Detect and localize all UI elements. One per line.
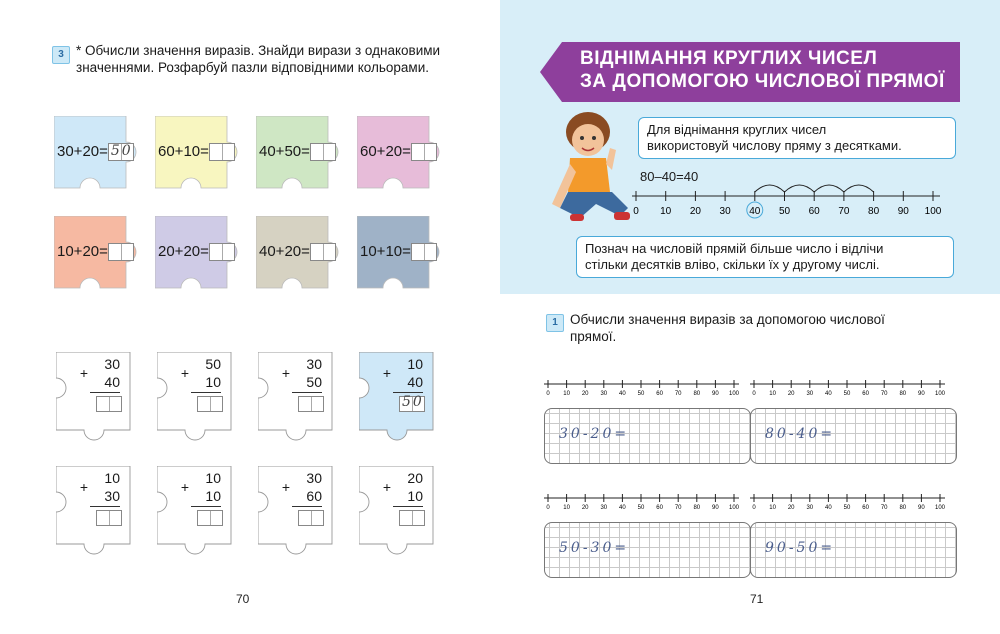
answer-box[interactable] xyxy=(411,143,437,161)
task-number-badge: 1 xyxy=(546,314,564,332)
column-puzzle-piece[interactable] xyxy=(157,466,231,548)
sum-line xyxy=(292,506,322,507)
answer-box[interactable] xyxy=(298,396,324,412)
right-page xyxy=(500,0,1000,634)
bubble-line: використовуй числову пряму з десятками. xyxy=(647,138,902,153)
expression-text: 30+20= xyxy=(57,143,108,160)
puzzle-piece[interactable] xyxy=(54,216,126,288)
answer-grid[interactable] xyxy=(544,522,751,578)
top-addend: 50 xyxy=(205,356,221,372)
tick-label: 80 xyxy=(868,206,880,217)
plus-sign: + xyxy=(79,365,88,381)
tick-label: 30 xyxy=(806,505,814,511)
sum-line xyxy=(292,392,322,393)
answer-box[interactable] xyxy=(298,510,324,526)
small-number-line xyxy=(542,490,742,512)
answer-box[interactable] xyxy=(197,396,223,412)
tick-label: 0 xyxy=(752,505,756,511)
instruction-line: прямої. xyxy=(570,329,617,344)
puzzle-expression xyxy=(259,143,336,161)
top-addend: 10 xyxy=(407,356,423,372)
top-addend: 20 xyxy=(407,470,423,486)
expression-text: 10+20= xyxy=(57,243,108,260)
expression-text: 20+20= xyxy=(158,243,209,260)
tick-label: 90 xyxy=(712,505,719,511)
tick-label: 0 xyxy=(546,391,550,397)
title-line: ВІДНІМАННЯ КРУГЛИХ ЧИСЕЛ xyxy=(580,48,878,69)
tick-label: 50 xyxy=(843,391,851,397)
column-puzzle-piece[interactable] xyxy=(359,466,433,548)
jump-arc xyxy=(755,185,785,192)
tick-label: 20 xyxy=(787,505,795,511)
answer-box[interactable] xyxy=(411,243,437,261)
plus-sign: + xyxy=(180,365,189,381)
tick-label: 20 xyxy=(689,206,701,217)
column-puzzle-piece[interactable] xyxy=(258,352,332,434)
instruction-line: Обчисли значення виразів за допомогою числової xyxy=(570,312,885,327)
bottom-addend: 30 xyxy=(104,488,120,504)
sum-line xyxy=(90,506,120,507)
handwritten-answer: 50 xyxy=(402,394,424,410)
answer-box[interactable] xyxy=(197,510,223,526)
answer-box[interactable] xyxy=(108,143,134,161)
puzzle-expression xyxy=(158,143,235,161)
small-number-line xyxy=(542,376,742,398)
bottom-addend: 60 xyxy=(306,488,322,504)
expression-text: 60+20= xyxy=(360,143,411,160)
instruction-line: значеннями. Розфарбуй пазли відповідними кольорами. xyxy=(76,60,429,75)
bottom-addend: 40 xyxy=(104,374,120,390)
puzzle-expression xyxy=(360,243,437,261)
bubble-line: Для віднімання круглих чисел xyxy=(647,122,827,137)
task-number-badge: 3 xyxy=(52,46,70,64)
tick-label: 100 xyxy=(728,391,740,397)
puzzle-expression xyxy=(57,243,134,261)
tick-label: 10 xyxy=(563,391,570,397)
task-instruction xyxy=(76,42,440,76)
tick-label: 20 xyxy=(581,505,589,511)
bottom-addend: 50 xyxy=(306,374,322,390)
expression-text: 40+50= xyxy=(259,143,310,160)
tick-label: 50 xyxy=(637,505,645,511)
tick-label: 90 xyxy=(712,391,719,397)
bubble-line: стільки десятків вліво, скільки їх у другому числі. xyxy=(585,257,880,272)
exercise-expression: 30-20= xyxy=(559,426,630,442)
tick-label: 0 xyxy=(633,206,639,217)
puzzle-piece[interactable] xyxy=(357,116,429,188)
tick-label: 20 xyxy=(581,391,589,397)
tick-label: 30 xyxy=(719,206,731,217)
column-puzzle-piece[interactable] xyxy=(157,352,231,434)
answer-box[interactable] xyxy=(310,243,336,261)
top-addend: 10 xyxy=(205,470,221,486)
instruction-line: * Обчисли значення виразів. Знайди вирази з однаковими xyxy=(76,43,441,58)
jump-arc xyxy=(814,185,844,192)
tick-label: 90 xyxy=(918,391,925,397)
tick-label: 40 xyxy=(825,391,832,397)
tick-label: 40 xyxy=(619,391,626,397)
boy-illustration xyxy=(540,108,640,232)
column-puzzle-piece[interactable] xyxy=(359,352,433,434)
tick-label: 30 xyxy=(600,505,608,511)
tick-label: 30 xyxy=(600,391,608,397)
tick-label: 60 xyxy=(862,391,869,397)
tick-label: 10 xyxy=(660,206,672,217)
exercise-expression: 90-50= xyxy=(765,540,836,556)
answer-box[interactable] xyxy=(399,510,425,526)
exercise-expression: 80-40= xyxy=(765,426,836,442)
bottom-addend: 10 xyxy=(407,488,423,504)
tick-label: 80 xyxy=(899,505,907,511)
tick-label: 100 xyxy=(934,505,946,511)
tick-label: 70 xyxy=(838,206,850,217)
sum-line xyxy=(393,506,423,507)
bubble-line: Познач на числовій прямій більше число і відлічи xyxy=(585,241,884,256)
sum-line xyxy=(393,392,423,393)
puzzle-piece[interactable] xyxy=(357,216,429,288)
tick-label: 70 xyxy=(880,505,888,511)
puzzle-piece[interactable] xyxy=(256,116,328,188)
answer-box[interactable] xyxy=(96,396,122,412)
plus-sign: + xyxy=(79,479,88,495)
plus-sign: + xyxy=(382,365,391,381)
tick-label: 50 xyxy=(778,206,791,217)
jump-arc xyxy=(785,185,815,192)
bottom-addend: 10 xyxy=(205,374,221,390)
expression-text: 10+10= xyxy=(360,243,411,260)
page-number: 70 xyxy=(236,592,250,606)
tick-label: 70 xyxy=(674,391,682,397)
page-number: 71 xyxy=(750,592,764,606)
puzzle-expression xyxy=(57,143,134,161)
tick-label: 60 xyxy=(808,206,820,217)
answer-box[interactable] xyxy=(96,510,122,526)
jump-arc xyxy=(844,185,874,192)
plus-sign: + xyxy=(180,479,189,495)
tick-label: 80 xyxy=(693,505,701,511)
top-addend: 30 xyxy=(104,356,120,372)
tick-label: 10 xyxy=(769,391,776,397)
top-addend: 10 xyxy=(104,470,120,486)
tick-label: 100 xyxy=(934,391,946,397)
tick-label: 60 xyxy=(656,505,663,511)
tick-label: 20 xyxy=(787,391,795,397)
tick-label: 10 xyxy=(769,505,776,511)
puzzle-piece[interactable] xyxy=(54,116,133,188)
tick-label: 40 xyxy=(749,206,761,217)
tick-label: 0 xyxy=(546,505,550,511)
column-puzzle-piece[interactable] xyxy=(258,466,332,548)
column-puzzle-piece[interactable] xyxy=(56,466,130,548)
answer-box[interactable] xyxy=(209,243,235,261)
plus-sign: + xyxy=(281,479,290,495)
tick-label: 60 xyxy=(656,391,663,397)
sum-line xyxy=(90,392,120,393)
speech-bubble-bottom xyxy=(576,236,954,278)
handwritten-answer: 50 xyxy=(110,143,133,160)
top-addend: 30 xyxy=(306,356,322,372)
tick-label: 60 xyxy=(862,505,869,511)
small-number-line xyxy=(748,376,948,398)
top-addend: 30 xyxy=(306,470,322,486)
tick-label: 80 xyxy=(693,391,701,397)
tick-label: 50 xyxy=(637,391,645,397)
puzzle-expression xyxy=(360,143,437,161)
expression-text: 40+20= xyxy=(259,243,310,260)
tick-label: 100 xyxy=(924,206,942,217)
small-number-line xyxy=(748,490,948,512)
sum-line xyxy=(191,392,221,393)
tick-label: 70 xyxy=(880,391,888,397)
number-line xyxy=(630,176,945,224)
bottom-addend: 40 xyxy=(407,374,423,390)
tick-label: 50 xyxy=(843,505,851,511)
puzzle-piece[interactable] xyxy=(256,216,328,288)
tick-label: 80 xyxy=(899,391,907,397)
puzzle-piece[interactable] xyxy=(155,216,227,288)
column-puzzle-piece[interactable] xyxy=(56,352,130,434)
answer-box[interactable] xyxy=(108,243,134,261)
tick-label: 90 xyxy=(918,505,925,511)
tick-label: 30 xyxy=(806,391,814,397)
answer-box[interactable] xyxy=(399,396,425,412)
tick-label: 10 xyxy=(563,505,570,511)
tick-label: 100 xyxy=(728,505,740,511)
answer-box[interactable] xyxy=(209,143,235,161)
puzzle-expression xyxy=(259,243,336,261)
puzzle-piece[interactable] xyxy=(155,116,227,188)
task-instruction xyxy=(570,311,885,345)
bottom-addend: 10 xyxy=(205,488,221,504)
sum-line xyxy=(191,506,221,507)
tick-label: 40 xyxy=(619,505,626,511)
answer-grid[interactable] xyxy=(750,408,957,464)
puzzle-expression xyxy=(158,243,235,261)
answer-box[interactable] xyxy=(310,143,336,161)
answer-grid[interactable] xyxy=(750,522,957,578)
tick-label: 40 xyxy=(825,505,832,511)
expression-text: 60+10= xyxy=(158,143,209,160)
answer-grid[interactable] xyxy=(544,408,751,464)
title-line: ЗА ДОПОМОГОЮ ЧИСЛОВОЇ ПРЯМОЇ xyxy=(580,71,945,92)
plus-sign: + xyxy=(281,365,290,381)
tick-label: 70 xyxy=(674,505,682,511)
exercise-expression: 50-30= xyxy=(559,540,630,556)
plus-sign: + xyxy=(382,479,391,495)
example-expression: 80–40=40 xyxy=(640,169,699,184)
tick-label: 90 xyxy=(897,206,909,217)
tick-label: 0 xyxy=(752,391,756,397)
speech-bubble-top xyxy=(638,117,956,159)
